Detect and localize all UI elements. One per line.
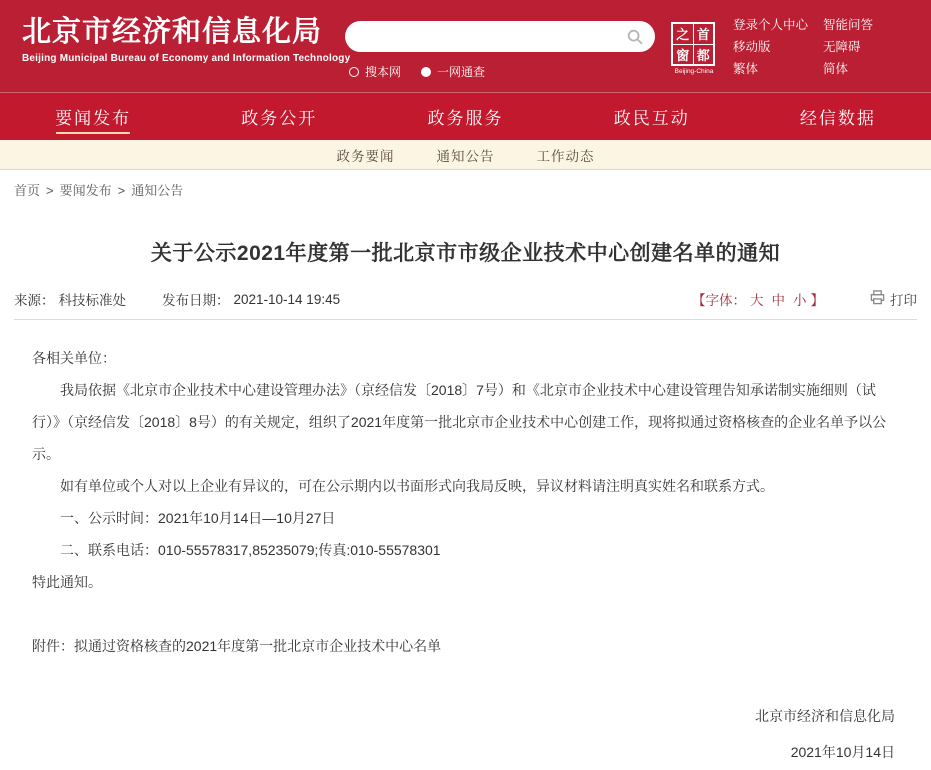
paragraph-objection: 如有单位或个人对以上企业有异议的，可在公示期内以书面形式向我局反映，异议材料请注明真实姓名和联系方式。 bbox=[60, 478, 774, 494]
quick-links-column-2 bbox=[823, 14, 873, 80]
seal-char: 都 bbox=[694, 45, 714, 65]
search-icon[interactable] bbox=[621, 23, 649, 51]
mobile-version-link[interactable]: 移动版 bbox=[733, 40, 771, 54]
seal-char: 之 bbox=[673, 24, 693, 44]
seal-caption: Beijing-China bbox=[674, 68, 714, 75]
main-nav bbox=[0, 92, 931, 140]
site-header bbox=[0, 0, 931, 92]
nav-item-economy-data[interactable]: 经信数据 bbox=[799, 109, 876, 128]
search-input[interactable] bbox=[345, 29, 621, 44]
publish-date-label: 发布日期： bbox=[162, 293, 230, 308]
nav-item-gov-affairs-open[interactable]: 政务公开 bbox=[241, 109, 318, 128]
breadcrumb-separator: > bbox=[46, 183, 54, 198]
capital-window-seal[interactable] bbox=[671, 22, 717, 75]
sub-nav bbox=[0, 140, 931, 170]
seal-char: 窗 bbox=[673, 45, 693, 65]
source-value: 科技标准处 bbox=[58, 293, 126, 308]
simplified-chinese-link[interactable]: 简体 bbox=[823, 62, 849, 76]
font-size-large-button[interactable]: 大 bbox=[750, 293, 764, 308]
article bbox=[0, 237, 931, 770]
search-scope-site[interactable] bbox=[349, 63, 401, 80]
breadcrumb bbox=[0, 170, 931, 207]
font-size-suffix: 】 bbox=[810, 293, 824, 308]
subnav-item-notices[interactable]: 通知公告 bbox=[436, 148, 495, 164]
paragraph-publicity-period: 一、公示时间：2021年10月14日—10月27日 bbox=[60, 510, 336, 526]
seal-icon bbox=[671, 22, 715, 66]
nav-item-gov-services[interactable]: 政务服务 bbox=[427, 109, 504, 128]
traditional-chinese-link[interactable]: 繁体 bbox=[733, 62, 759, 76]
search-scope-network[interactable] bbox=[421, 63, 485, 80]
subnav-item-gov-news[interactable]: 政务要闻 bbox=[336, 148, 395, 164]
paragraph-notice-close: 特此通知。 bbox=[32, 574, 102, 590]
paragraph-basis: 我局依据《北京市企业技术中心建设管理办法》（京经信发〔2018〕7号）和《北京市企业技术中心建设管理告知承诺制实施细则（试行）》（京经信发〔2018〕8号）的有关规定，组织了2021年度第一批北京市企业技术中心创建工作，现将拟通过资格核查的企业名单予以公示。 bbox=[32, 382, 887, 462]
signature-date: 2021年10月14日 bbox=[790, 744, 895, 760]
nav-item-public-interaction[interactable]: 政民互动 bbox=[613, 109, 690, 128]
printer-icon bbox=[870, 290, 885, 308]
publish-date-value: 2021-10-14 19:45 bbox=[233, 291, 341, 307]
site-logo[interactable] bbox=[22, 15, 350, 64]
font-size-prefix: 【字体： bbox=[692, 293, 746, 308]
article-body bbox=[0, 320, 931, 662]
font-size-medium-button[interactable]: 中 bbox=[771, 293, 785, 308]
article-meta-right bbox=[692, 289, 917, 309]
radio-selected-icon bbox=[421, 67, 431, 77]
quick-links-column-1 bbox=[733, 14, 808, 80]
article-meta bbox=[14, 289, 917, 309]
paragraph-attachment: 附件：拟通过资格核查的2021年度第一批北京市企业技术中心名单 bbox=[32, 638, 442, 654]
breadcrumb-home[interactable]: 首页 bbox=[14, 183, 41, 198]
nav-item-news-release[interactable]: 要闻发布 bbox=[0, 93, 186, 140]
font-size-widget bbox=[692, 289, 824, 309]
breadcrumb-news-release[interactable]: 要闻发布 bbox=[59, 183, 112, 198]
radio-unselected-icon bbox=[349, 67, 359, 77]
search-scope-network-label: 一网通查 bbox=[437, 65, 486, 79]
seal-char: 首 bbox=[694, 24, 714, 44]
site-title: 北京市经济和信息化局 bbox=[22, 16, 323, 48]
accessibility-link[interactable]: 无障碍 bbox=[823, 40, 861, 54]
site-subtitle: Beijing Municipal Bureau of Economy and Information Technology bbox=[22, 53, 351, 64]
smart-qa-link[interactable]: 智能问答 bbox=[823, 18, 874, 32]
subnav-item-work-updates[interactable]: 工作动态 bbox=[536, 148, 595, 164]
print-label: 打印 bbox=[890, 293, 917, 308]
search-scope-site-label: 搜本网 bbox=[365, 65, 402, 79]
article-meta-left bbox=[14, 289, 340, 309]
signature-agency: 北京市经济和信息化局 bbox=[755, 708, 895, 724]
search-box bbox=[345, 21, 655, 52]
signature-block bbox=[0, 698, 931, 770]
source-label: 来源： bbox=[14, 293, 55, 308]
breadcrumb-separator: > bbox=[117, 183, 126, 198]
paragraph-contact-phone: 二、联系电话：010-55578317,85235079;传真:010-55578301 bbox=[60, 542, 441, 558]
print-button[interactable] bbox=[870, 289, 917, 309]
breadcrumb-notices: 通知公告 bbox=[131, 183, 184, 198]
font-size-small-button[interactable]: 小 bbox=[793, 293, 807, 308]
page-title: 关于公示2021年度第一批北京市市级企业技术中心创建名单的通知 bbox=[150, 242, 781, 265]
paragraph-salutation: 各相关单位： bbox=[32, 350, 116, 366]
search-scope-row bbox=[349, 63, 485, 80]
login-personal-center-link[interactable]: 登录个人中心 bbox=[733, 18, 809, 32]
